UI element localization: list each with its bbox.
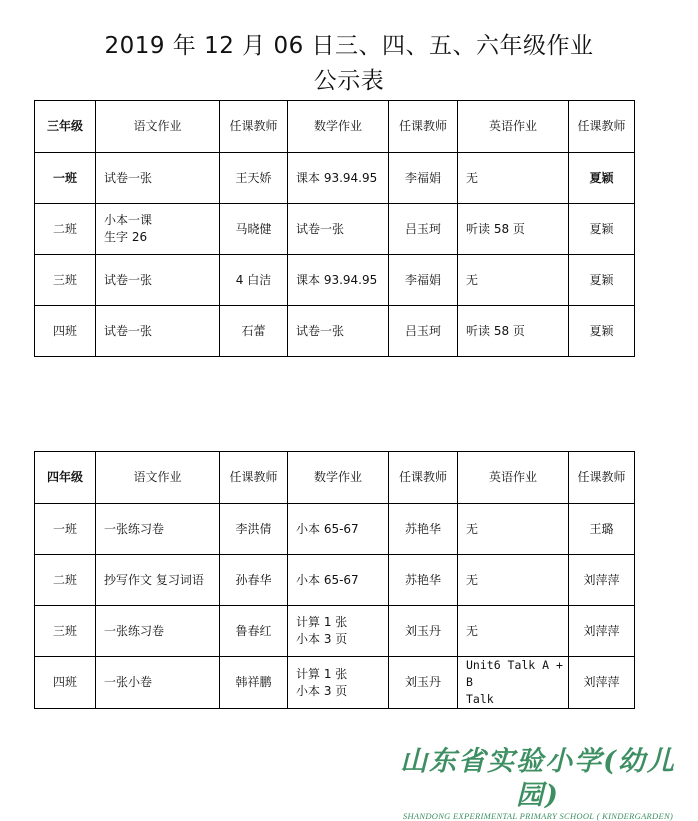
class-name-cell: 三班: [35, 606, 96, 657]
math-teacher-cell: 吕玉珂: [389, 306, 458, 357]
header-teacher: 任课教师: [569, 452, 635, 504]
english-teacher-cell: 夏颖: [569, 153, 635, 204]
cell-text-line: Unit6 Talk A + B: [466, 658, 563, 689]
math-homework-cell: [288, 657, 389, 709]
header-teacher: 任课教师: [389, 101, 458, 153]
math-teacher-cell: 李福娟: [389, 153, 458, 204]
table-row: [35, 555, 635, 606]
grade-label: 三年级: [35, 101, 96, 153]
class-name-cell: 四班: [35, 306, 96, 357]
cell-text-line: 一张练习卷: [104, 521, 165, 536]
page-title-line1: 2019 年 12 月 06 日三、四、五、六年级作业: [104, 33, 594, 59]
grade-label: 四年级: [35, 452, 96, 504]
cell-text-line: 无: [466, 572, 479, 587]
cell-text-line: 试卷一张: [296, 323, 345, 338]
chinese-teacher-cell: 孙春华: [220, 555, 288, 606]
header-chinese: 语文作业: [96, 101, 220, 153]
header-math: 数学作业: [288, 452, 389, 504]
cell-text-line: 计算 1 张: [296, 666, 348, 681]
cell-text-line: 小本一课: [104, 213, 153, 227]
table-row: [35, 306, 635, 357]
english-homework-cell: [458, 606, 569, 657]
cell-text-line: 小本 3 页: [296, 683, 348, 698]
table-row: [35, 657, 635, 709]
cell-text-line: 试卷一张: [104, 170, 153, 185]
chinese-teacher-cell: 王天娇: [220, 153, 288, 204]
logo-english-name: SHANDONG EXPERIMENTAL PRIMARY SCHOOL ( KINDERGARDEN): [402, 811, 674, 821]
math-teacher-cell: 吕玉珂: [389, 204, 458, 255]
english-teacher-cell: 王璐: [569, 504, 635, 555]
english-homework-cell: [458, 153, 569, 204]
chinese-teacher-cell: 韩祥鹏: [220, 657, 288, 709]
cell-text-line: 一张练习卷: [104, 623, 165, 638]
cell-text-line: 无: [466, 623, 479, 638]
cell-text-line: 课本 93.94.95: [296, 170, 378, 185]
english-homework-cell: [458, 306, 569, 357]
chinese-teacher-cell: 4 白洁: [220, 255, 288, 306]
cell-text-line: 小本 65-67: [296, 572, 359, 587]
cell-text-line: 小本 3 页: [296, 632, 348, 646]
english-teacher-cell: 刘萍萍: [569, 606, 635, 657]
cell-text-line: 计算 1 张: [296, 615, 348, 629]
cell-text-line: 无: [466, 272, 479, 287]
cell-text-line: 无: [466, 521, 479, 536]
chinese-homework-cell: [96, 153, 220, 204]
chinese-teacher-cell: 石蕾: [220, 306, 288, 357]
math-teacher-cell: 刘玉丹: [389, 657, 458, 709]
cell-text-line: 课本 93.94.95: [296, 272, 378, 287]
english-teacher-cell: 夏颖: [569, 255, 635, 306]
math-homework-cell: [288, 255, 389, 306]
cell-text-line: 抄写作文 复习词语: [104, 572, 204, 587]
chinese-homework-cell: [96, 255, 220, 306]
cell-text-line: 一张小卷: [104, 675, 153, 689]
chinese-homework-cell: [96, 504, 220, 555]
class-name-cell: 一班: [35, 504, 96, 555]
cell-text-line: 生字 26: [104, 230, 148, 244]
math-homework-cell: [288, 204, 389, 255]
class-name-cell: 一班: [35, 153, 96, 204]
table-header-row: [35, 101, 635, 153]
math-teacher-cell: 苏艳华: [389, 504, 458, 555]
header-english: 英语作业: [458, 101, 569, 153]
table-header-row: [35, 452, 635, 504]
english-homework-cell: [458, 555, 569, 606]
math-teacher-cell: 李福娟: [389, 255, 458, 306]
math-teacher-cell: 苏艳华: [389, 555, 458, 606]
chinese-teacher-cell: 马晓健: [220, 204, 288, 255]
english-teacher-cell: 夏颖: [569, 204, 635, 255]
cell-text-line: 试卷一张: [104, 272, 153, 287]
chinese-teacher-cell: 李洪倩: [220, 504, 288, 555]
english-teacher-cell: 刘萍萍: [569, 555, 635, 606]
class-name-cell: 四班: [35, 657, 96, 709]
class-name-cell: 二班: [35, 204, 96, 255]
cell-text-line: 试卷一张: [104, 323, 153, 338]
class-name-cell: 二班: [35, 555, 96, 606]
table-row: [35, 504, 635, 555]
class-name-cell: 三班: [35, 255, 96, 306]
logo-chinese-name: 山东省实验小学(幼儿园): [400, 746, 676, 811]
chinese-homework-cell: [96, 555, 220, 606]
header-math: 数学作业: [288, 101, 389, 153]
math-homework-cell: [288, 606, 389, 657]
grade4-homework-table: [34, 451, 635, 709]
table-row: [35, 204, 635, 255]
school-logo: [388, 745, 688, 821]
table-row: [35, 255, 635, 306]
english-teacher-cell: 夏颖: [569, 306, 635, 357]
chinese-homework-cell: [96, 606, 220, 657]
header-teacher: 任课教师: [389, 452, 458, 504]
math-homework-cell: [288, 555, 389, 606]
english-homework-cell: [458, 504, 569, 555]
english-homework-cell: [458, 204, 569, 255]
chinese-teacher-cell: 鲁春红: [220, 606, 288, 657]
english-teacher-cell: 刘萍萍: [569, 657, 635, 709]
header-teacher: 任课教师: [220, 101, 288, 153]
grade3-homework-table: [34, 100, 635, 357]
cell-text-line: 无: [466, 170, 479, 185]
cell-text-line: 小本 65-67: [296, 521, 359, 536]
table-row: [35, 153, 635, 204]
page-title-line2: 公示表: [313, 68, 385, 94]
header-english: 英语作业: [458, 452, 569, 504]
cell-text-line: 试卷一张: [296, 221, 345, 236]
english-homework-cell: [458, 255, 569, 306]
cell-text-line: 听读 58 页: [466, 323, 525, 338]
chinese-homework-cell: [96, 657, 220, 709]
chinese-homework-cell: [96, 306, 220, 357]
header-teacher: 任课教师: [220, 452, 288, 504]
header-teacher: 任课教师: [569, 101, 635, 153]
math-teacher-cell: 刘玉丹: [389, 606, 458, 657]
cell-text-line: Talk: [466, 692, 494, 706]
cell-text-line: 听读 58 页: [466, 221, 525, 236]
chinese-homework-cell: [96, 204, 220, 255]
header-chinese: 语文作业: [96, 452, 220, 504]
english-homework-cell: [458, 657, 569, 709]
math-homework-cell: [288, 153, 389, 204]
math-homework-cell: [288, 306, 389, 357]
math-homework-cell: [288, 504, 389, 555]
table-row: [35, 606, 635, 657]
